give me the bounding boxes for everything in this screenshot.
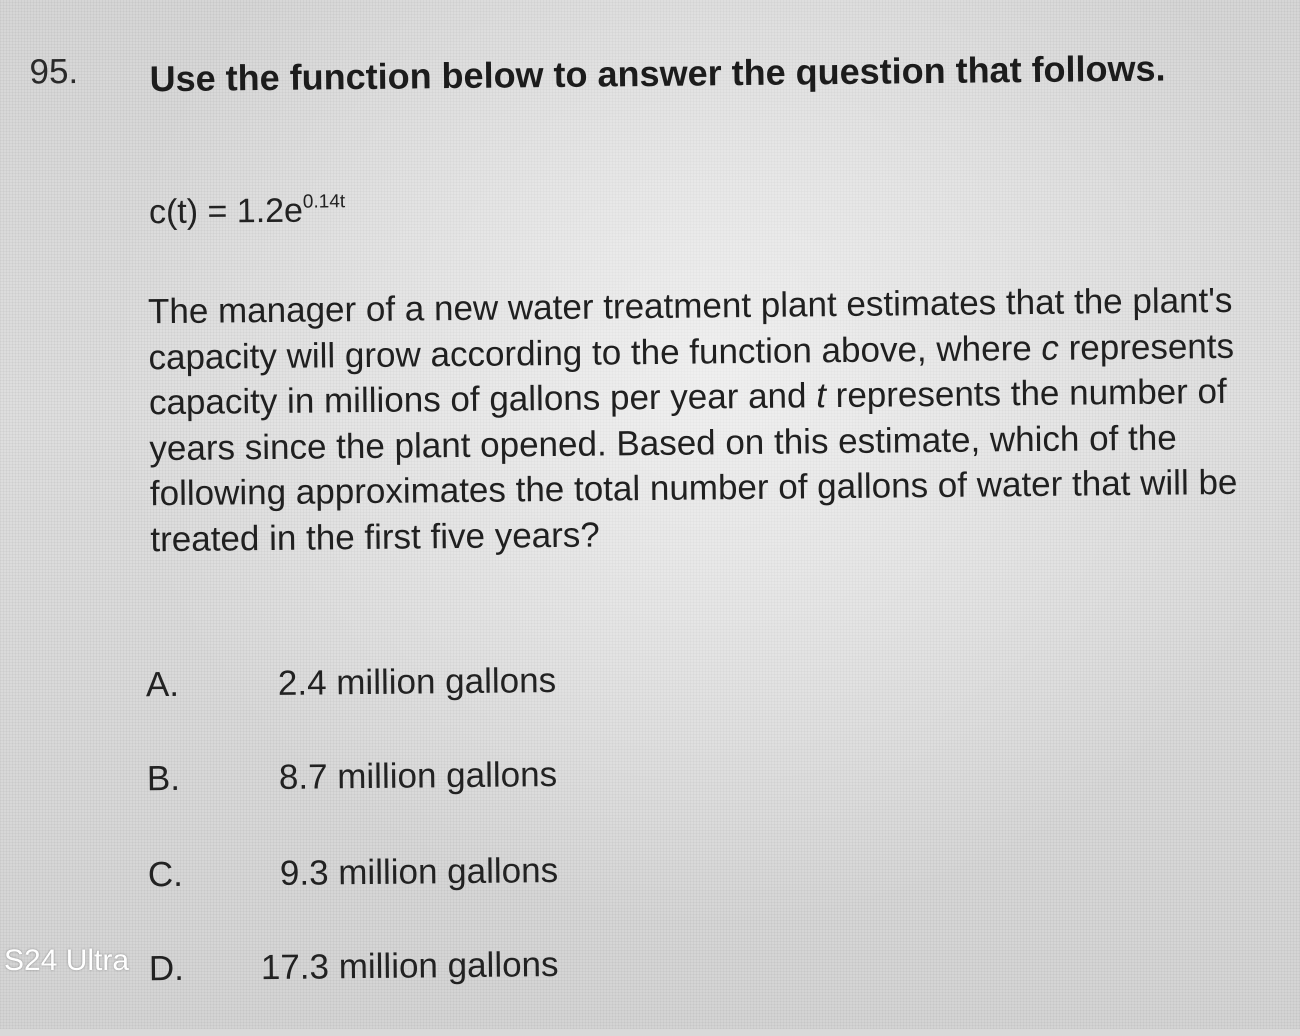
variable-c: c <box>1041 328 1060 368</box>
question-body-part2: represents the number of years since the plant opened. Based on this estimate, which of the following approximates the total number of gallons of water that will be treated in the first five years? <box>149 371 1238 559</box>
choice-text: 8.7 million gallons <box>278 754 558 797</box>
question-body-part1: represents capacity in millions of gallons per year and <box>148 326 1235 423</box>
question-number: 95. <box>29 51 79 92</box>
choice-text: 9.3 million gallons <box>279 850 559 893</box>
function-base: c(t) = 1.2e <box>148 191 304 232</box>
function-exponent: 0.14t <box>302 191 346 213</box>
choice-text: 17.3 million gallons <box>260 944 559 988</box>
choice-letter: B. <box>146 758 181 799</box>
function-expression <box>149 191 346 232</box>
choice-letter: D. <box>148 948 185 989</box>
choice-letter: A. <box>145 664 180 705</box>
question-prompt: Use the function below to answer the question that follows. <box>149 47 1166 100</box>
choice-text: 2.4 million gallons <box>277 660 557 703</box>
variable-t: t <box>816 376 827 416</box>
camera-watermark: S24 Ultra <box>4 944 130 977</box>
question-body <box>148 277 1281 562</box>
choice-letter: C. <box>147 854 184 895</box>
question-body-intro: The manager of a new water treatment plant estimates that the plant's capacity will grow according to the function above, where <box>147 280 1233 377</box>
